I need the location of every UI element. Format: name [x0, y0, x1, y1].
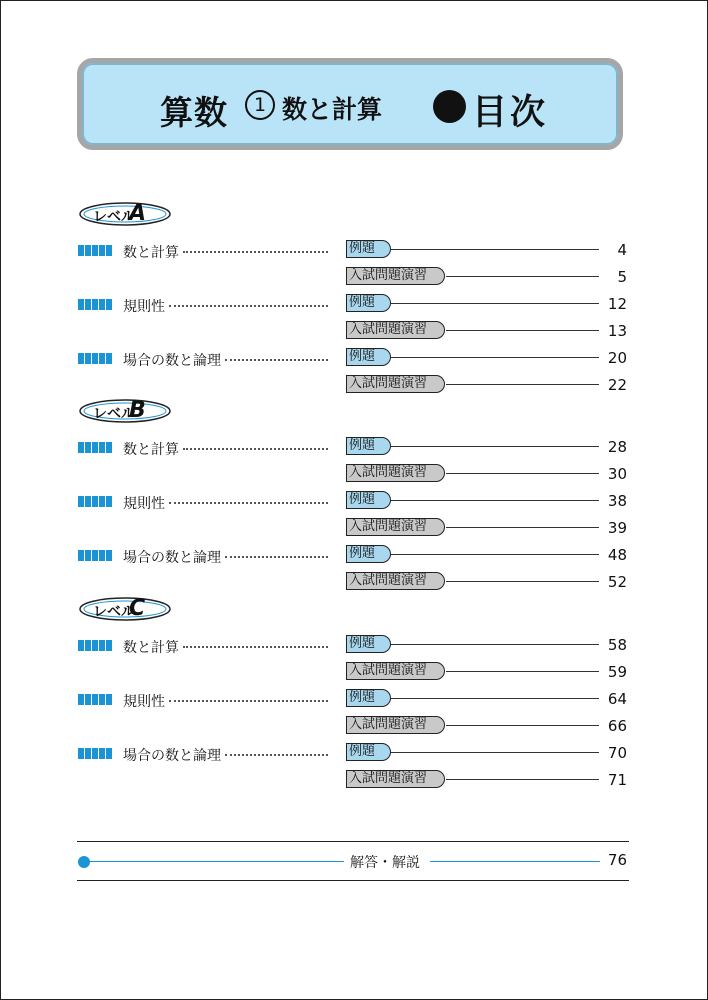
toc-row-practice[interactable] [0, 715, 708, 737]
line-leader [391, 554, 599, 555]
topic-marker-icon [78, 245, 112, 256]
practice-tag: 入試問題演習 [346, 375, 445, 393]
line-leader [446, 581, 599, 582]
toc-row-example[interactable] [0, 544, 708, 566]
page-number: 20 [607, 349, 627, 367]
dot-leader [183, 448, 328, 450]
line-leader [446, 527, 599, 528]
level-letter: C [129, 596, 146, 621]
practice-tag: 入試問題演習 [346, 518, 445, 536]
page-number: 39 [607, 519, 627, 537]
line-leader [391, 249, 599, 250]
example-tag: 例題 [346, 437, 391, 455]
toc-row-example[interactable] [0, 634, 708, 656]
line-leader [446, 384, 599, 385]
line-leader [446, 725, 599, 726]
topic-marker-icon [78, 496, 112, 507]
level-badge [78, 398, 173, 424]
line-leader [391, 303, 599, 304]
line-leader [391, 500, 599, 501]
topic-marker-icon [78, 694, 112, 705]
dot-leader [169, 502, 328, 504]
level-badge [78, 596, 173, 622]
toc-row-practice[interactable] [0, 266, 708, 288]
dot-leader [183, 646, 328, 648]
dot-leader [169, 305, 328, 307]
level-letter: A [129, 201, 147, 226]
toc-row-practice[interactable] [0, 463, 708, 485]
topic-name: 規則性 [123, 694, 165, 710]
practice-tag: 入試問題演習 [346, 662, 445, 680]
page-number: 48 [607, 546, 627, 564]
toc-row-practice[interactable] [0, 517, 708, 539]
topic-name: 場合の数と論理 [123, 353, 221, 369]
toc-row-example[interactable] [0, 490, 708, 512]
practice-tag: 入試問題演習 [346, 770, 445, 788]
page-number: 58 [607, 636, 627, 654]
line-leader [391, 698, 599, 699]
divider-bottom [77, 880, 629, 881]
example-tag: 例題 [346, 348, 391, 366]
page-number: 52 [607, 573, 627, 591]
example-tag: 例題 [346, 743, 391, 761]
toc-row-practice[interactable] [0, 769, 708, 791]
topic-name: 場合の数と論理 [123, 748, 221, 764]
page-number: 30 [607, 465, 627, 483]
page-number: 5 [617, 268, 627, 286]
example-tag: 例題 [346, 240, 391, 258]
line-leader [391, 752, 599, 753]
practice-tag: 入試問題演習 [346, 267, 445, 285]
bullet-circle-icon [433, 90, 466, 123]
line-leader [446, 330, 599, 331]
page-number: 71 [607, 771, 627, 789]
practice-tag: 入試問題演習 [346, 321, 445, 339]
dot-leader [225, 556, 328, 558]
level-prefix: レベル [93, 604, 135, 620]
contents-heading: 目次 [472, 93, 549, 133]
topic-marker-icon [78, 442, 112, 453]
page-number: 28 [607, 438, 627, 456]
page-number: 70 [607, 744, 627, 762]
topic-marker-icon [78, 640, 112, 651]
answer-leader-left [90, 861, 344, 862]
topic-name: 規則性 [123, 496, 165, 512]
line-leader [391, 357, 599, 358]
topic-marker-icon [78, 353, 112, 364]
topic-name: 規則性 [123, 299, 165, 315]
line-leader [391, 644, 599, 645]
topic-name: 数と計算 [123, 442, 179, 458]
topic-marker-icon [78, 748, 112, 759]
page-number: 12 [607, 295, 627, 313]
topic-name: 数と計算 [123, 640, 179, 656]
line-leader [446, 473, 599, 474]
example-tag: 例題 [346, 491, 391, 509]
page-number: 66 [607, 717, 627, 735]
line-leader [446, 671, 599, 672]
answer-leader-right [430, 861, 600, 862]
example-tag: 例題 [346, 545, 391, 563]
toc-row-example[interactable] [0, 742, 708, 764]
line-leader [446, 276, 599, 277]
topic-name: 数と計算 [123, 245, 179, 261]
toc-row-practice[interactable] [0, 320, 708, 342]
level-prefix: レベル [93, 209, 135, 225]
topic-marker-icon [78, 299, 112, 310]
divider-top [77, 841, 629, 842]
example-tag: 例題 [346, 294, 391, 312]
answer-bullet-icon [78, 856, 90, 868]
level-prefix: レベル [93, 406, 135, 422]
toc-row-example[interactable] [0, 347, 708, 369]
page-number: 64 [607, 690, 627, 708]
toc-row-practice[interactable] [0, 661, 708, 683]
page-number: 59 [607, 663, 627, 681]
level-badge [78, 201, 173, 227]
dot-leader [183, 251, 328, 253]
practice-tag: 入試問題演習 [346, 464, 445, 482]
answers-page-number: 76 [607, 851, 627, 869]
example-tag: 例題 [346, 689, 391, 707]
practice-tag: 入試問題演習 [346, 572, 445, 590]
title-main: 算数 [160, 93, 228, 132]
dot-leader [225, 359, 328, 361]
practice-tag: 入試問題演習 [346, 716, 445, 734]
topic-marker-icon [78, 550, 112, 561]
dot-leader [169, 700, 328, 702]
line-leader [446, 779, 599, 780]
title-banner [77, 58, 623, 150]
example-tag: 例題 [346, 635, 391, 653]
topic-name: 場合の数と論理 [123, 550, 221, 566]
toc-row-example[interactable] [0, 293, 708, 315]
toc-row-practice[interactable] [0, 571, 708, 593]
dot-leader [225, 754, 328, 756]
toc-row-example[interactable] [0, 688, 708, 710]
toc-row-example[interactable] [0, 436, 708, 458]
page-number: 4 [617, 241, 627, 259]
answers-label[interactable]: 解答・解説 [350, 855, 420, 871]
title-subtitle: 数と計算 [282, 95, 383, 124]
line-leader [391, 446, 599, 447]
title-volume-number: 1 [245, 90, 275, 120]
toc-row-example[interactable] [0, 239, 708, 261]
page-number: 13 [607, 322, 627, 340]
toc-row-practice[interactable] [0, 374, 708, 396]
page-number: 38 [607, 492, 627, 510]
page-number: 22 [607, 376, 627, 394]
level-letter: B [129, 398, 146, 423]
